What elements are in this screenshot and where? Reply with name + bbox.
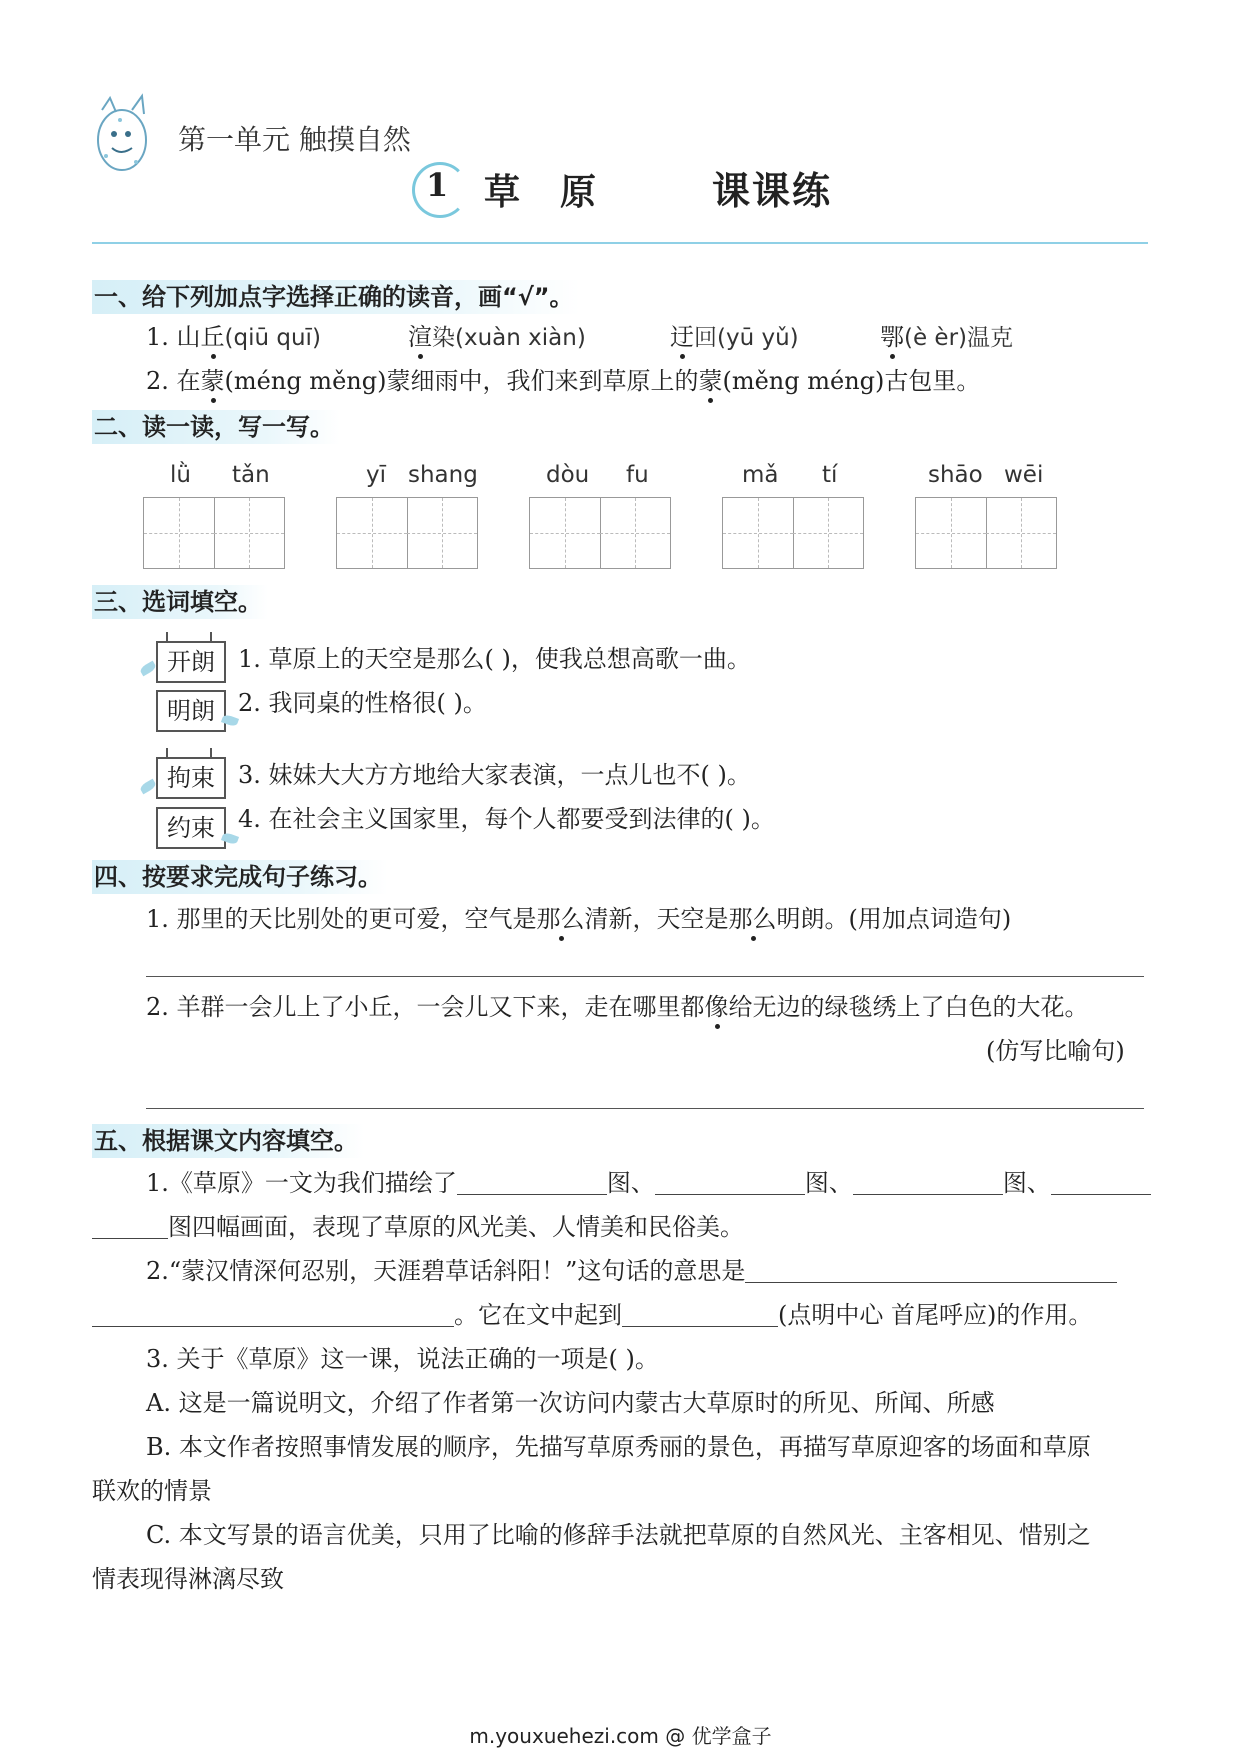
section-1-line-1: 1. 山丘(qiū quī) — [146, 323, 321, 351]
pinyin-3a: dòu — [546, 462, 590, 488]
section-3-q2: 2. 我同桌的性格很( )。 — [238, 689, 487, 717]
section-1-item-4: 鄂(è èr)温克 — [880, 323, 1014, 351]
pinyin-3b: fu — [626, 462, 649, 488]
pinyin-4b: tí — [822, 462, 838, 488]
pinyin-5a: shāo — [928, 462, 983, 488]
section-5-q1-line2: 图四幅画面，表现了草原的风光美、人情美和民俗美。 — [92, 1210, 744, 1244]
pinyin-5b: wēi — [1004, 462, 1044, 488]
section-1-item-2: 渲染(xuàn xiàn) — [408, 323, 586, 351]
lesson-title: 草原 — [484, 171, 637, 213]
writing-grid-3[interactable] — [529, 497, 671, 569]
blank[interactable] — [92, 1212, 168, 1239]
section-4-q1: 1. 那里的天比别处的更可爱，空气是那么清新，天空是那么明朗。(用加点词造句) — [146, 905, 1012, 933]
pinyin-2b: shang — [408, 462, 478, 488]
option-b[interactable]: B. 本文作者按照事情发展的顺序，先描写草原秀丽的景色，再描写草原迎客的场面和草原 — [146, 1433, 1091, 1461]
header-divider — [92, 242, 1148, 244]
section-4-title: 四、按要求完成句子练习。 — [92, 860, 388, 894]
blank[interactable] — [1051, 1168, 1151, 1195]
blank[interactable] — [745, 1256, 1117, 1283]
section-5-title: 五、根据课文内容填空。 — [92, 1124, 364, 1158]
section-1-item-3: 迂回(yū yǔ) — [670, 323, 799, 351]
option-c[interactable]: C. 本文写景的语言优美，只用了比喻的修辞手法就把草原的自然风光、主客相见、惜别之 — [146, 1521, 1091, 1549]
writing-grid-1[interactable] — [143, 497, 285, 569]
word-tag-minglang: 明朗 — [156, 690, 226, 732]
blank[interactable] — [853, 1168, 1003, 1195]
blank[interactable] — [457, 1168, 607, 1195]
leaf-icon — [139, 779, 157, 795]
writing-grid-5[interactable] — [915, 497, 1057, 569]
unit-title: 第一单元 触摸自然 — [178, 123, 411, 156]
section-3-title: 三、选词填空。 — [92, 585, 268, 619]
option-c-cont: 情表现得淋漓尽致 — [92, 1565, 284, 1593]
section-1-title: 一、给下列加点字选择正确的读音，画“√”。 — [92, 280, 580, 314]
section-3-q3: 3. 妹妹大大方方地给大家表演，一点儿也不( )。 — [238, 761, 751, 789]
word-tag-yueshu: 约束 — [156, 807, 226, 849]
writing-grid-2[interactable] — [336, 497, 478, 569]
section-3-q1: 1. 草原上的天空是那么( )，使我总想高歌一曲。 — [238, 645, 751, 673]
footer-watermark: m.youxuehezi.com @ 优学盒子 — [469, 1724, 772, 1748]
blank[interactable] — [92, 1300, 454, 1327]
lesson-header — [412, 160, 932, 216]
section-3-q4: 4. 在社会主义国家里，每个人都要受到法律的( )。 — [238, 805, 775, 833]
pinyin-1b: tǎn — [232, 462, 270, 488]
pinyin-2a: yī — [366, 462, 387, 488]
option-b-cont: 联欢的情景 — [92, 1477, 212, 1505]
pinyin-4a: mǎ — [742, 462, 779, 488]
writing-grid-4[interactable] — [722, 497, 864, 569]
pinyin-1a: lǜ — [170, 462, 191, 488]
section-5-q2-line2: 。它在文中起到 (点明中心 首尾呼应)的作用。 — [92, 1298, 1092, 1332]
section-5-q3: 3. 关于《草原》这一课，说法正确的一项是( )。 — [146, 1345, 659, 1373]
blank[interactable] — [622, 1300, 778, 1327]
answer-line-4-1[interactable] — [146, 976, 1144, 977]
answer-line-4-2[interactable] — [146, 1108, 1144, 1109]
word-tag-kailang: 开朗 — [156, 641, 226, 683]
mascot-icon — [92, 90, 162, 182]
section-4-q2-note: (仿写比喻句) — [986, 1037, 1125, 1065]
section-1-line-2: 2. 在蒙(méng měng)蒙细雨中，我们来到草原上的蒙(měng méng)古包里。 — [146, 367, 981, 395]
leaf-icon — [139, 661, 157, 677]
practice-label: 课课练 — [712, 168, 833, 213]
word-tag-jushu: 拘束 — [156, 757, 226, 799]
lesson-number: 1 — [426, 166, 449, 204]
section-5-q2-line1: 2.“蒙汉情深何忍别，天涯碧草话斜阳！”这句话的意思是 — [146, 1254, 1117, 1288]
blank[interactable] — [655, 1168, 805, 1195]
section-4-q2: 2. 羊群一会儿上了小丘，一会儿又下来，走在哪里都像给无边的绿毯绣上了白色的大花。 — [146, 993, 1089, 1021]
section-2-title: 二、读一读，写一写。 — [92, 410, 340, 444]
option-a[interactable]: A. 这是一篇说明文，介绍了作者第一次访问内蒙古大草原时的所见、所闻、所感 — [146, 1389, 995, 1417]
section-5-q1-line1: 1.《草原》一文为我们描绘了 图、 图、 图、 — [146, 1166, 1151, 1200]
